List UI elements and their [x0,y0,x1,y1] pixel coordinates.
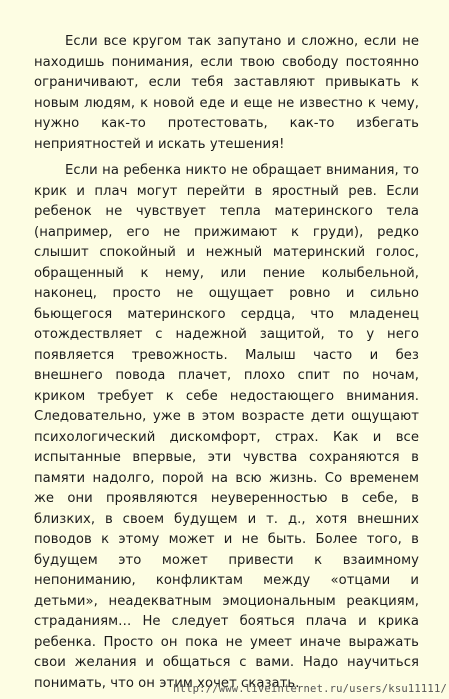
source-watermark: http://www.liveinternet.ru/users/ksu11111/ [173,683,447,695]
paragraph-1: Если все кругом так запутано и сложно, если не находишь понимания, если твою свободу постоянно ограничивают, если тебя заставляют привыкать к новым людям, к новой еде и еще не известно к чему, нужно как-то протестовать, как-то избегать неприятностей и искать утешения! [34,34,419,152]
paragraph-2: Если на ребенка никто не обращает внимания, то крик и плач могут перейти в яростный рев. Если ребенок не чувствует тепла материнского тела (например, его не прижимают к груди), редко слышит спокойный и нежный материнский голос, обращенный к нему, или пение колыбельной, наконец, просто не ощущает ровно и сильно бьющегося материнского сердца, что младенец отождествляет с надежной защитой, то у него появляется тревожность. Малыш часто и без внешнего повода плачет, плохо спит по ночам, криком требует к себе недостающего внимания. Следовательно, уже в этом возрасте дети ощущают психологический дискомфорт, страх. Как и все испытанные впервые, эти чувства сохраняются в памяти надолго, порой на всю жизнь. Со временем же они проявляются неуверенностью в себе, в близких, в своем будущем и т. д., хотя внешних поводов к этому может и не быть. Более того, в будущем это может привести к взаимному непониманию, конфликтам между «отцами и детьми», неадекватным эмоциональным реакциям, страданиям… Не следует бояться плача и крика ребенка. Просто он пока не умеет иначе выражать свои желания и общаться с вами. Надо научиться понимать, что он этим хочет сказать. [34,163,419,691]
document-page [34,32,419,694]
